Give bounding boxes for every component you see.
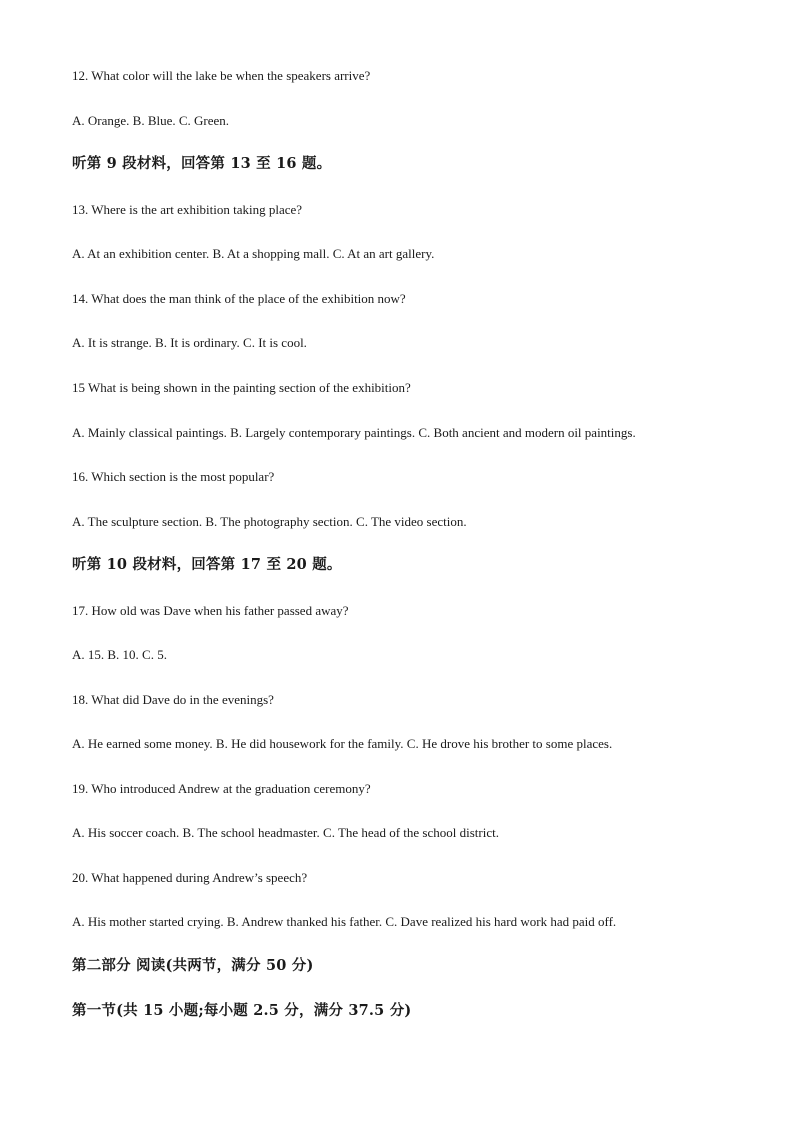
options-16: A. The sculpture section. B. The photography section. C. The video section. — [72, 514, 467, 529]
options-20: A. His mother started crying. B. Andrew thanked his father. C. Dave realized his hard work had paid off. — [72, 914, 617, 929]
options-18: A. He earned some money. B. He did housework for the family. C. He drove his brother to some places. — [72, 736, 613, 751]
options-14: A. It is strange. B. It is ordinary. C. It is cool. — [72, 335, 307, 350]
part-2-section-1-heading: 第一节(共 15 小题;每小题 2.5 分，满分 37.5 分) — [72, 1002, 412, 1019]
section-9-heading: 听第 9 段材料，回答第 13 至 16 题。 — [72, 155, 332, 172]
options-12: A. Orange. B. Blue. C. Green. — [72, 113, 230, 128]
part-2-heading: 第二部分 阅读(共两节，满分 50 分) — [72, 957, 314, 974]
options-13: A. At an exhibition center. B. At a shopping mall. C. At an art gallery. — [72, 246, 435, 261]
question-15: 15 What is being shown in the painting section of the exhibition? — [72, 380, 411, 395]
question-20: 20. What happened during Andrew’s speech? — [72, 870, 308, 885]
question-12: 12. What color will the lake be when the speakers arrive? — [72, 68, 371, 83]
options-17: A. 15. B. 10. C. 5. — [72, 647, 167, 662]
question-16: 16. Which section is the most popular? — [72, 469, 275, 484]
question-14: 14. What does the man think of the place of the exhibition now? — [72, 291, 406, 306]
options-19: A. His soccer coach. B. The school headmaster. C. The head of the school district. — [72, 825, 499, 840]
section-10-heading: 听第 10 段材料，回答第 17 至 20 题。 — [72, 556, 342, 573]
options-15: A. Mainly classical paintings. B. Largely contemporary paintings. C. Both ancient and modern oil paintings. — [72, 425, 636, 440]
question-19: 19. Who introduced Andrew at the graduation ceremony? — [72, 781, 371, 796]
question-17: 17. How old was Dave when his father passed away? — [72, 603, 349, 618]
question-13: 13. Where is the art exhibition taking place? — [72, 202, 303, 217]
question-18: 18. What did Dave do in the evenings? — [72, 692, 274, 707]
